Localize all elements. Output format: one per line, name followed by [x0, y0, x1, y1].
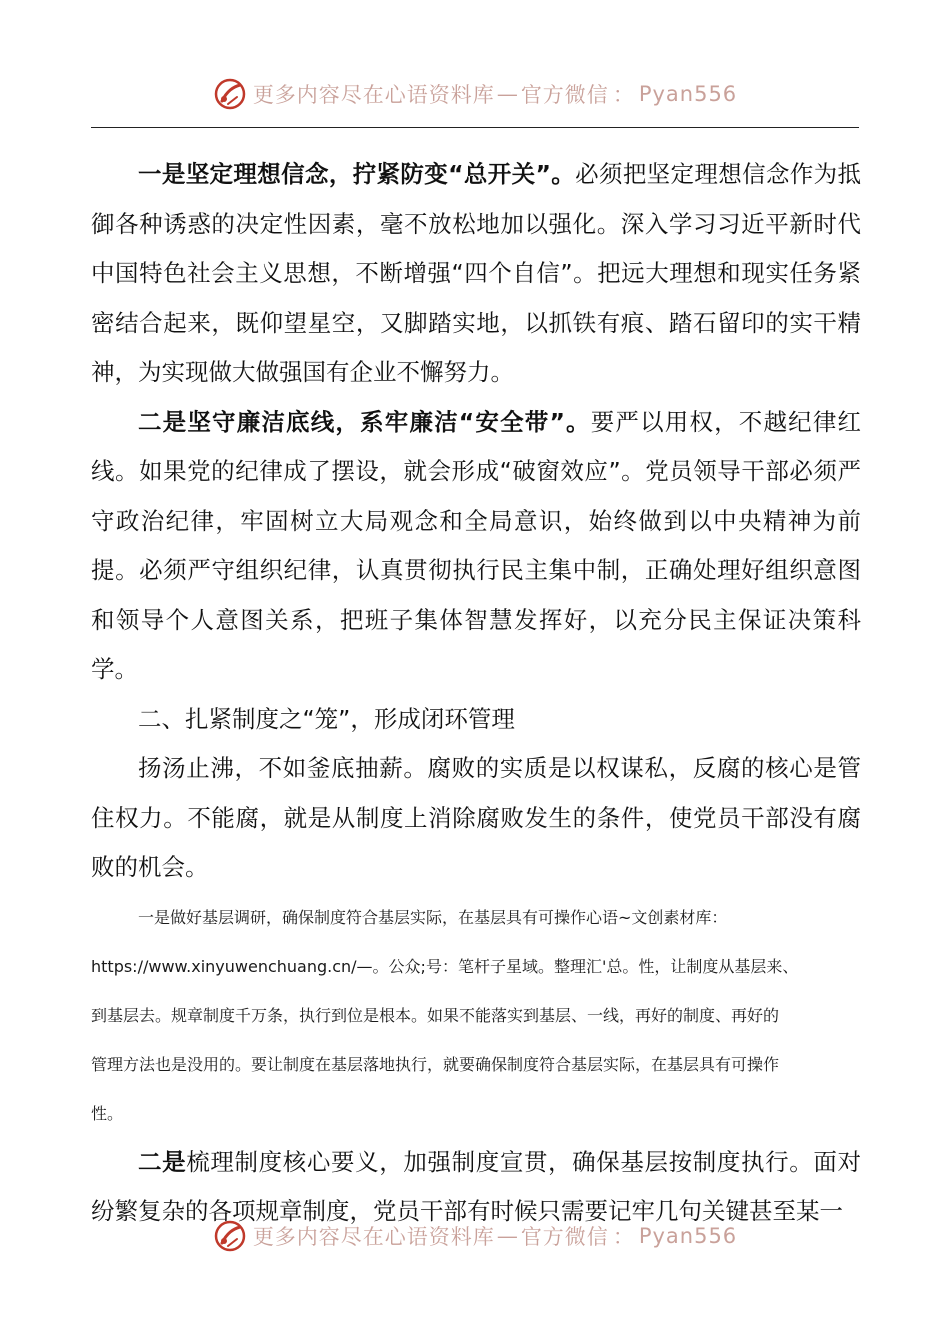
document-body	[91, 150, 861, 1237]
watermark-dash: —	[496, 1224, 519, 1248]
brush-logo-icon	[213, 77, 247, 111]
footer-watermark	[0, 1214, 950, 1258]
watermark-dash: —	[496, 82, 519, 106]
watermark-wechat-id: Pyan556	[638, 82, 738, 106]
small-line-1: 一是做好基层调研，确保制度符合基层实际，在基层具有可操作心语~文创素材库：	[138, 907, 728, 927]
paragraph-4: 扬汤止沸，不如釜底抽薪。腐败的实质是以权谋私，反腐的核心是管住权力。不能腐，就是从制度上消除腐败发生的条件，使党员干部没有腐败的机会。	[91, 754, 861, 881]
watermark-site: 更多内容尽在心语资料库	[252, 83, 495, 107]
watermark-colon: ：	[612, 83, 635, 107]
header-watermark	[0, 72, 950, 116]
small-line-2: https://www.xinyuwenchuang.cn/—。公众;号：笔杆子星域。整理汇'总。性，让制度从基层来、	[91, 956, 799, 976]
paragraph-2	[91, 398, 861, 695]
header-divider	[91, 127, 859, 128]
paragraph-1	[91, 150, 861, 398]
paragraph-2-text: 要严以用权，不越纪律红线。如果党的纪律成了摆设，就会形成“破窗效应”。党员领导干部必须严守政治纪律，牢固树立大局观念和全局意识，始终做到以中央精神为前提。必须严守组织纪律，认真贯彻执行民主集中制，正确处理好组织意图和领导个人意图关系，把班子集体智慧发挥好，以充分民主保证决策科学。	[91, 407, 862, 683]
small-line-5: 性。	[91, 1103, 124, 1123]
small-line-3: 到基层去。规章制度千万条，执行到位是根本。如果不能落实到基层、一线，再好的制度、再好的	[91, 1005, 780, 1025]
paragraph-5-text: 梳理制度核心要义，加强制度宣贯，确保基层按制度执行。面对纷繁复杂的各项规章制度，党员干部有时候只需要记牢几句关键甚至某一	[91, 1147, 862, 1225]
watermark-colon: ：	[612, 1225, 635, 1249]
section-heading: 二、扎紧制度之“笼”，形成闭环管理	[138, 704, 515, 733]
watermark-site: 更多内容尽在心语资料库	[252, 1225, 495, 1249]
paragraph-2-lead: 二是坚守廉洁底线，系牢廉洁“安全带”。	[138, 407, 591, 436]
brush-logo-icon	[213, 1219, 247, 1253]
paragraph-1-text: 必须把坚定理想信念作为抵御各种诱惑的决定性因素，毫不放松地加以强化。深入学习习近平新时代中国特色社会主义思想，不断增强“四个自信”。把远大理想和现实任务紧密结合起来，既仰望星空，又脚踏实地，以抓铁有痕、踏石留印的实干精神，为实现做大做强国有企业不懈努力。	[91, 160, 861, 386]
watermark-wechat-id: Pyan556	[638, 1224, 738, 1248]
paragraph-5-lead: 二是	[138, 1147, 187, 1176]
small-line-4: 管理方法也是没用的。要让制度在基层落地执行，就要确保制度符合基层实际，在基层具有可操作	[91, 1054, 780, 1074]
watermark-wechat-label: 官方微信	[520, 1225, 609, 1249]
watermark-wechat-label: 官方微信	[520, 83, 609, 107]
paragraph-1-lead: 一是坚定理想信念，拧紧防变“总开关”。	[138, 160, 576, 188]
